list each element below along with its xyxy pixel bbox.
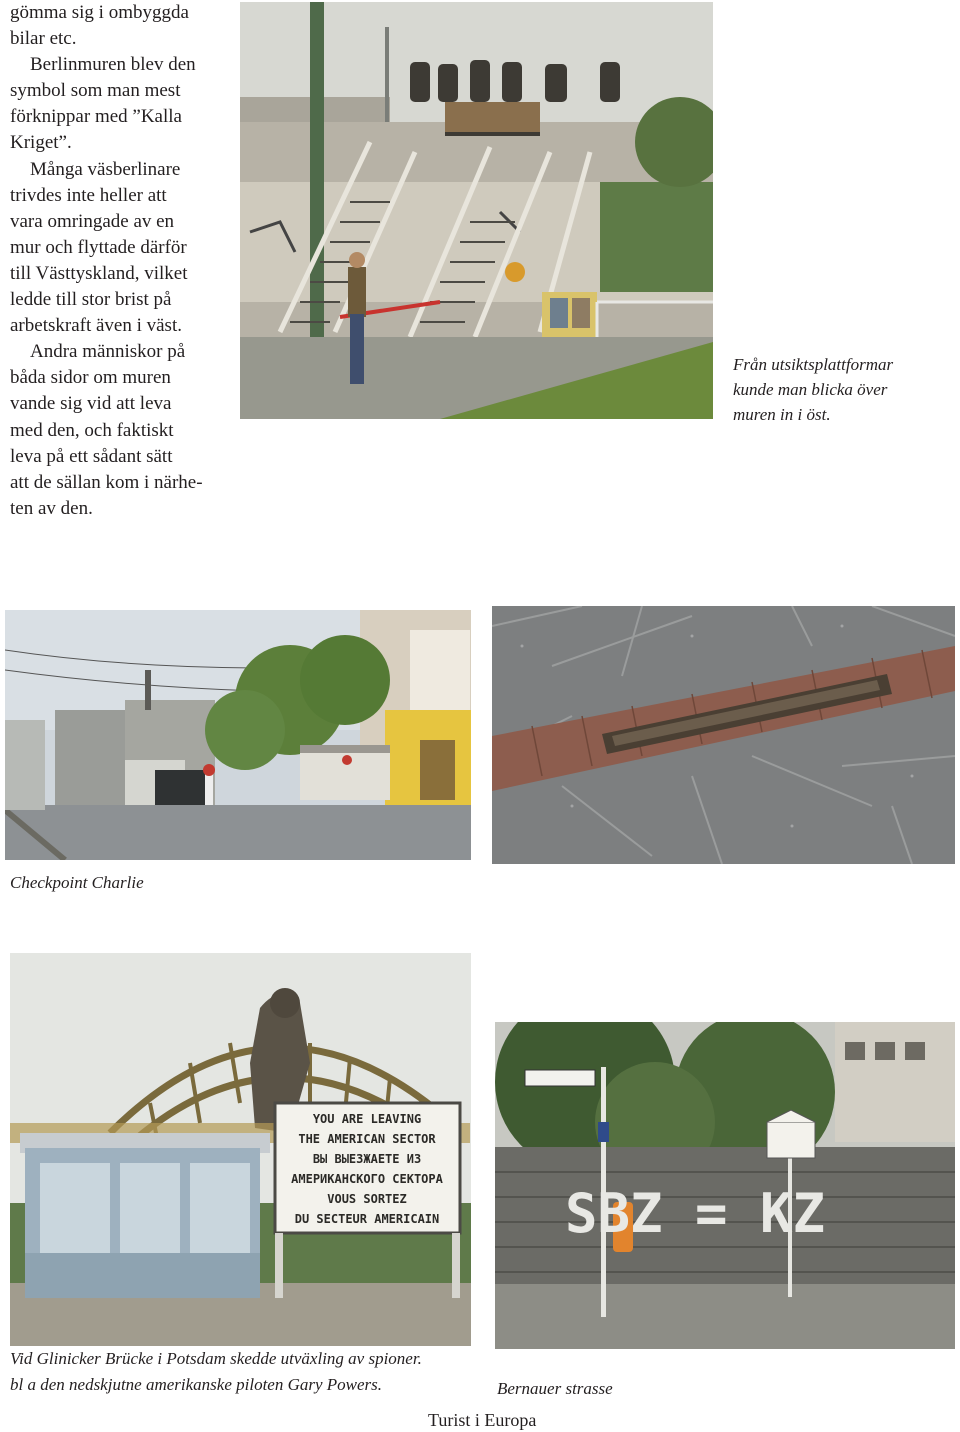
caption-line: Vid Glinicker Brücke i Potsdam skedde utväxling av spioner. xyxy=(10,1349,422,1368)
text-line: gömma sig i ombyggda xyxy=(10,2,189,23)
photo-bernauer-strasse xyxy=(495,1022,955,1349)
text-line: Många väsberlinare xyxy=(30,158,181,180)
text-line: Kriget”. xyxy=(10,132,72,154)
text-line: Andra människor på xyxy=(30,341,186,363)
text-line: trivdes inte heller att xyxy=(10,184,167,206)
caption-line: bl a den nedskjutne amerikanske piloten Gary Powers. xyxy=(10,1375,383,1394)
text-line: ten av den. xyxy=(10,497,93,519)
page-footer: Turist i Europa xyxy=(428,1410,537,1430)
sign-line: АМЕРИКАНСКОГО СЕКТОРА xyxy=(291,1172,443,1186)
sign-line: YOU ARE LEAVING xyxy=(312,1112,422,1126)
text-line: ledde till stor brist på xyxy=(10,289,172,311)
text-line: med den, och faktiskt xyxy=(10,419,174,441)
text-line: vara omringade av en xyxy=(10,210,175,232)
text-line: till Västtyskland, vilket xyxy=(10,262,188,284)
sign-line: ВЫ ВЫЕЗЖАЕТЕ ИЗ xyxy=(312,1152,422,1166)
caption-glienicke-bridge xyxy=(10,1346,422,1398)
photo-observation-platform xyxy=(240,2,713,419)
article-body xyxy=(10,0,232,522)
photo-checkpoint-charlie xyxy=(5,610,471,860)
text-line: Berlinmuren blev den xyxy=(30,54,196,76)
text-line: båda sidor om muren xyxy=(10,367,171,389)
photo-glienicke-bridge xyxy=(10,953,471,1346)
text-line: förknippar med ”Kalla xyxy=(10,106,182,128)
caption-checkpoint-charlie: Checkpoint Charlie xyxy=(10,873,144,892)
sign-line: VOUS SORTEZ xyxy=(327,1192,407,1206)
caption-observation-platform xyxy=(733,352,893,427)
text-line: arbetskraft även i väst. xyxy=(10,315,182,337)
caption-line: kunde man blicka över xyxy=(733,380,888,399)
sign-line: THE AMERICAN SECTOR xyxy=(298,1132,436,1146)
wall-graffiti: SBZ = KZ xyxy=(564,1182,826,1245)
caption-bernauer-strasse: Bernauer strasse xyxy=(497,1379,613,1398)
caption-line: muren in i öst. xyxy=(733,405,831,424)
text-line: vande sig vid att leva xyxy=(10,393,172,415)
text-line: att de sällan kom i närhe- xyxy=(10,471,203,493)
photo-wall-trace-plaque xyxy=(492,606,955,864)
text-line: leva på ett sådant sätt xyxy=(10,445,173,467)
text-line: symbol som man mest xyxy=(10,80,181,102)
text-line: bilar etc. xyxy=(10,28,77,50)
text-line: mur och flyttade därför xyxy=(10,236,187,258)
sign-line: DU SECTEUR AMERICAIN xyxy=(294,1212,440,1226)
caption-line: Från utsiktsplattformar xyxy=(733,355,894,374)
